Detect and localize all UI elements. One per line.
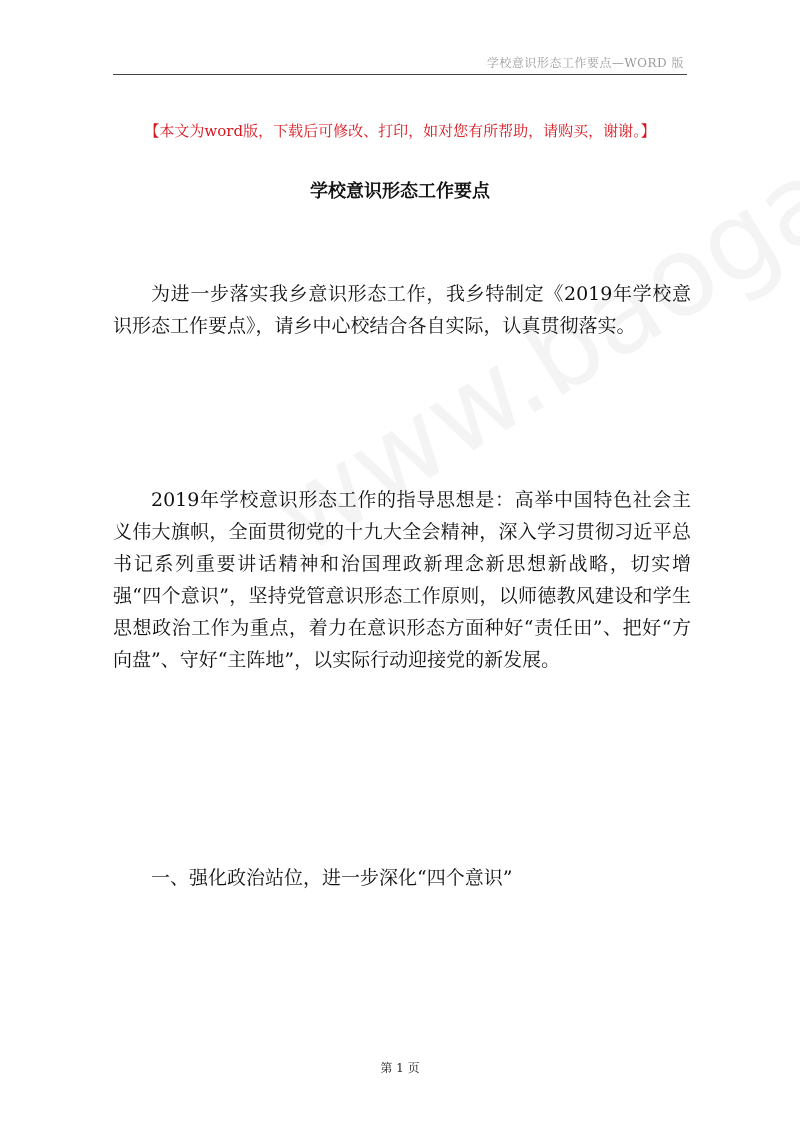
intro-paragraph: 为进一步落实我乡意识形态工作，我乡特制定《2019年学校意识形态工作要点》，请乡中心校结合各自实际，认真贯彻落实。 <box>113 283 691 337</box>
guiding-principle-paragraph: 2019年学校意识形态工作的指导思想是：高举中国特色社会主义伟大旗帜，全面贯彻党的十九大全会精神，深入学习贯彻习近平总书记系列重要讲话精神和治国理政新理念新思想新战略，切实增强“四个意识”，坚持党管意识形态工作原则，以师德教风建设和学生思想政治工作为重点，着力在意识形态方面种好“责任田”、把好“方向盘”、守好“主阵地”，以实际行动迎接党的新发展。 <box>113 489 691 671</box>
page-number: 第 1 页 <box>380 1061 420 1075</box>
document-title: 学校意识形态工作要点 <box>310 181 490 202</box>
running-header: 学校意识形态工作要点—WORD 版 <box>486 56 684 70</box>
header-divider <box>113 74 687 75</box>
purchase-notice: 【本文为word版，下载后可修改、打印，如对您有所帮助，请购买，谢谢。】 <box>144 122 656 140</box>
section-heading-1: 一、强化政治站位，进一步深化“四个意识” <box>151 867 513 889</box>
